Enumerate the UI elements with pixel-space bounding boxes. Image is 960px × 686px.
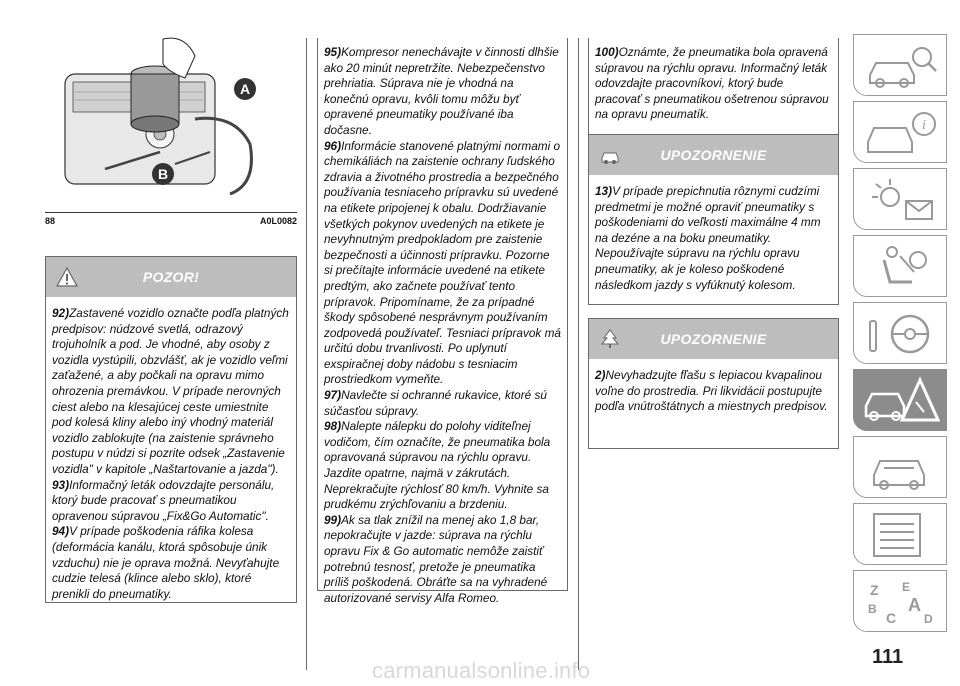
item-number: 93) (52, 477, 70, 492)
steering-wheel-icon (862, 309, 940, 359)
kit-illustration (45, 34, 297, 204)
seat-airbag-icon (862, 242, 940, 292)
item-text: Navlečte si ochranné rukavice, ktoré sú súčasťou súpravy. (324, 388, 547, 418)
column-divider (306, 38, 307, 670)
car-info-icon (862, 108, 940, 158)
svg-text:Z: Z (870, 582, 879, 598)
item-number: 98) (324, 419, 342, 434)
caution-box-header (589, 319, 838, 359)
svg-text:B: B (868, 602, 877, 616)
caution-box-body (589, 359, 838, 423)
caution-box-title: UPOZORNENIE (660, 147, 767, 163)
emergency-triangle-icon (862, 376, 940, 426)
item-number: 95) (324, 45, 342, 59)
car-overview-icon (862, 41, 940, 91)
list-item (324, 388, 561, 419)
warning-box-header (46, 257, 296, 297)
item-number: 96) (324, 138, 342, 153)
list-item (324, 419, 561, 513)
caution-box-header (589, 135, 838, 175)
item-number: 13) (595, 184, 613, 198)
right-top-box (588, 38, 839, 136)
column-divider (578, 38, 579, 670)
item-text: Kompresor nenechávajte v činnosti dlhšie ako 20 minút nepretržite. Nebezpečenstvo prehriatia. Súprava nie je vhodná na konečnú opravu, kvôli tomu môžu byť opravené pneumatiky používané iba dočasne. (324, 45, 559, 137)
figure-caption (45, 212, 297, 226)
list-item (324, 513, 561, 607)
tab-car-info[interactable] (853, 101, 947, 163)
item-number: 2) (595, 368, 606, 382)
item-text: Informačný leták odovzdajte personálu, ktorý bude pracovať s pneumatikou opravenou súpravou „Fix&Go Automatic". (52, 477, 275, 523)
right-top-body (589, 38, 838, 131)
list-item (595, 368, 832, 415)
warning-box-title: POZOR! (142, 269, 200, 285)
item-text: Oznámte, že pneumatika bola opravená súpravou na rýchlu opravu. Informačný leták odovzdajte pracovníkovi, ktorý bude pracovať s pneumatikou ošetrenou súpravou na opravu pneumatík. (595, 45, 829, 122)
list-item (52, 478, 290, 525)
item-text: Zastavené vozidlo označte podľa platných predpisov: núdzové svetlá, odrazový trojuholník a pod. Je vhodné, aby osoby z vozidla vystúpili, obzvlášť, ak je vozidlo veľmi zaťažené, a aby počkali na opravu mimo ohrozenia premávkou. V prípade nerovných ciest alebo na klesajúcej ceste umiestnite pod kolesá kliny alebo iný vhodný materiál vozidlo zablokujte (na zaistenie správneho postupu v núdzi si pozrite odsek „Zastavenie vozidla" v kapitole „Naštartovanie a jazda"). (52, 306, 289, 476)
label-a: A (239, 81, 251, 97)
chapter-tabs (853, 34, 947, 637)
item-number: 97) (324, 388, 342, 403)
list-item (324, 45, 561, 139)
svg-text:C: C (886, 610, 897, 626)
tree-icon (599, 328, 621, 350)
list-item (595, 184, 832, 293)
tab-dashboard-lights[interactable] (853, 168, 947, 230)
technical-data-icon (862, 510, 940, 560)
item-text: Nalepte nálepku do polohy viditeľnej vodičom, čím označíte, že pneumatika bola opravovaná súpravou na rýchlu opravu. Jazdite opatrne, najmä v zákrutách. Neprekračujte rýchlosť 80 km/h. Vyhnite sa prudkému zrýchľovaniu a brzdeniu. (324, 419, 551, 512)
item-text: Ak sa tlak znížil na menej ako 1,8 bar, nepokračujte v jazde: súprava na rýchlu opravu Fix & Go automatic nemôže zaistiť potrebnú tesnosť, pretože je pneumatika príliš poškodená. Obráťte sa na vyhradené autorizované servisy Alfa Romeo. (324, 512, 548, 605)
list-item (52, 524, 290, 602)
item-text: Nevyhadzujte fľašu s lepiacou kvapalinou voľne do prostredia. Pri likvidácii postupujte podľa vnútroštátnych a miestnych predpisov. (595, 368, 828, 414)
car-damage-icon (599, 144, 621, 166)
svg-text:i: i (922, 118, 926, 133)
label-b: B (157, 166, 169, 182)
caution-box-body (589, 175, 838, 301)
tab-car-overview[interactable] (853, 34, 947, 96)
svg-text:A: A (908, 595, 921, 615)
svg-text:D: D (924, 612, 933, 626)
item-text: Informácie stanovené platnými normami o chemikáliách na zaistenie ochrany ľudského zdravia a životného prostredia a bezpečného používania tesniaceho prípravku sú uvedené na etikete pripojenej k obalu. Dodržiavanie všetkých pokynov uvedených na etikete je nevyhnutným predpokladom pre zaistenie bezpečnosti a účinnosti prípravku. Pozorne si prečítajte informácie uvedené na etikete predtým, ako začnete používať tento prípravok. Pripomíname, že za prípadné škody spôsobené nesprávnym používaním zodpovedá používateľ. Tesniaci prípravok má určitú dobu trvanlivosti. Po uplynutí exspiračnej doby nádobu s tesniacim prostriedkom vymeňte. (324, 138, 561, 387)
alphabetical-index-icon (862, 577, 940, 627)
warning-box (45, 256, 297, 603)
dashboard-lights-icon (862, 175, 940, 225)
item-number: 92) (52, 306, 70, 320)
item-number: 99) (324, 512, 342, 527)
tab-technical-data[interactable] (853, 503, 947, 565)
tab-steering-wheel[interactable] (853, 302, 947, 364)
watermark: carmanualsonline.info (372, 658, 591, 683)
item-text: V prípade poškodenia ráfika kolesa (deformácia kanálu, ktorá spôsobuje únik vzduchu) nie je oprava možná. Nevyťahujte cudzie telesá (klince alebo sklo), ktoré prenikli do pneumatiky. (52, 524, 280, 601)
list-item (595, 45, 832, 123)
car-service-icon (862, 443, 940, 493)
compressor-kit-drawing (45, 34, 297, 204)
figure-number: 88 (45, 216, 56, 226)
caution-box-environment (588, 318, 839, 449)
warning-box-body (46, 297, 296, 610)
list-item (324, 139, 561, 389)
middle-column-box (317, 38, 568, 605)
item-number: 94) (52, 524, 70, 539)
svg-text:E: E (902, 580, 911, 594)
tab-emergency[interactable] (853, 369, 947, 431)
figure-code: A0L0082 (259, 216, 297, 226)
list-item (52, 306, 290, 478)
item-number: 100) (595, 45, 619, 59)
tab-car-service[interactable] (853, 436, 947, 498)
item-text: V prípade prepichnutia rôznymi cudzími predmetmi je možné opraviť pneumatiky s poškodeniami do veľkosti maximálne 4 mm na dezéne a na boku pneumatiky. Nepoužívajte súpravu na rýchlu opravu pneumatiky, ak je koleso poškodené následkom jazdy s vyfúknutý kolesom. (595, 184, 821, 292)
middle-column-body (318, 38, 567, 614)
caution-box-title: UPOZORNENIE (660, 331, 767, 347)
page-number: 111 (872, 646, 904, 668)
tab-seat-airbag[interactable] (853, 235, 947, 297)
tab-alphabetical-index[interactable] (853, 570, 947, 632)
caution-box-damage (588, 134, 839, 305)
warning-triangle-icon (56, 266, 78, 288)
